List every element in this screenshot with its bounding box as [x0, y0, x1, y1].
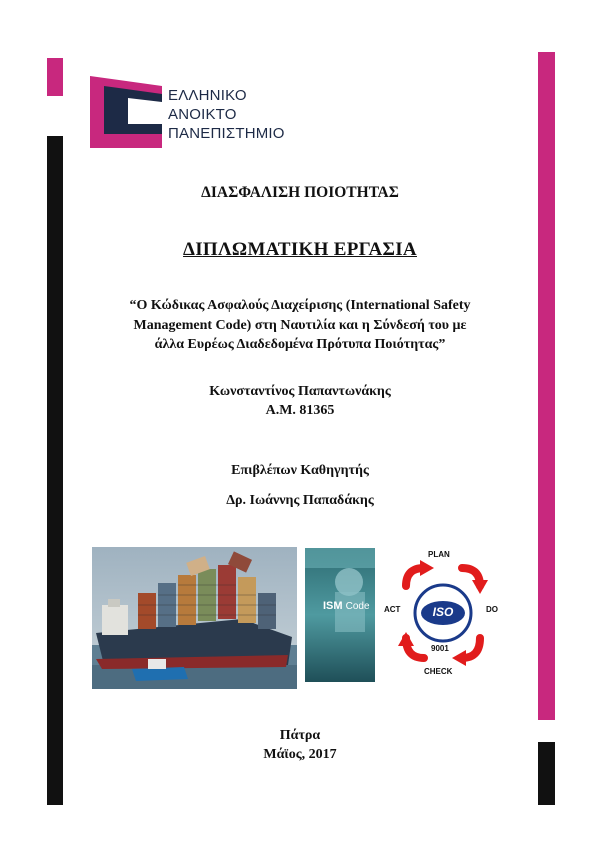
document-type-heading: ΔΙΠΛΩΜΑΤΙΚΗ ΕΡΓΑΣΙΑ [183, 239, 417, 260]
thesis-title-line1: “Ο Κώδικας Ασφαλούς Διαχείρισης (International Safety [129, 298, 471, 313]
iso-logo-text: ISO [432, 605, 454, 619]
date: Μάϊος, 2017 [263, 747, 337, 762]
university-name [168, 86, 285, 143]
ism-book-brand: ISM [323, 600, 343, 612]
capsized-ship-photo [92, 547, 297, 689]
author-name: Κωνσταντίνος Παπαντωνάκης [209, 384, 391, 399]
university-name-line3: ΠΑΝΕΠΙΣΤΗΜΙΟ [168, 125, 285, 142]
left-accent-bar-pink [47, 58, 63, 96]
thesis-title-line3: άλλα Ευρέως Διαδεδομένα Πρότυπα Ποιότητας” [154, 337, 446, 352]
iso-do-label: DO [486, 605, 498, 614]
ism-book-word: Code [345, 601, 370, 612]
iso-act-label: ACT [384, 605, 401, 614]
ism-book-title [323, 600, 370, 612]
supervisor-name: Δρ. Ιωάννης Παπαδάκης [226, 493, 374, 508]
supervisor-label: Επιβλέπων Καθηγητής [231, 463, 369, 478]
right-accent-bar-black [538, 742, 555, 805]
iso-check-label: CHECK [424, 667, 453, 676]
thesis-title-line2: Management Code) στη Ναυτιλία και η Σύνδεσή του με [133, 317, 467, 333]
iso-number-label: 9001 [431, 644, 449, 653]
iso-plan-label: PLAN [428, 550, 450, 559]
author-id: Α.Μ. 81365 [265, 403, 335, 418]
thesis-title [70, 296, 530, 355]
university-logo [90, 72, 162, 148]
place: Πάτρα [279, 728, 321, 743]
left-accent-bar-black [47, 136, 63, 805]
author-block [70, 382, 530, 420]
university-name-line2: ΑΝΟΙΚΤΟ [168, 106, 237, 123]
department-heading: ΔΙΑΣΦΑΛΙΣΗ ΠΟΙΟΤΗΤΑΣ [201, 184, 399, 201]
right-accent-bar-pink [538, 52, 555, 720]
iso-9001-pdca-graphic [384, 546, 502, 680]
ism-code-book-cover [305, 548, 375, 682]
place-date-block [70, 726, 530, 764]
supervisor-block [70, 456, 530, 516]
university-name-line1: ΕΛΛΗΝΙΚΟ [168, 87, 247, 104]
